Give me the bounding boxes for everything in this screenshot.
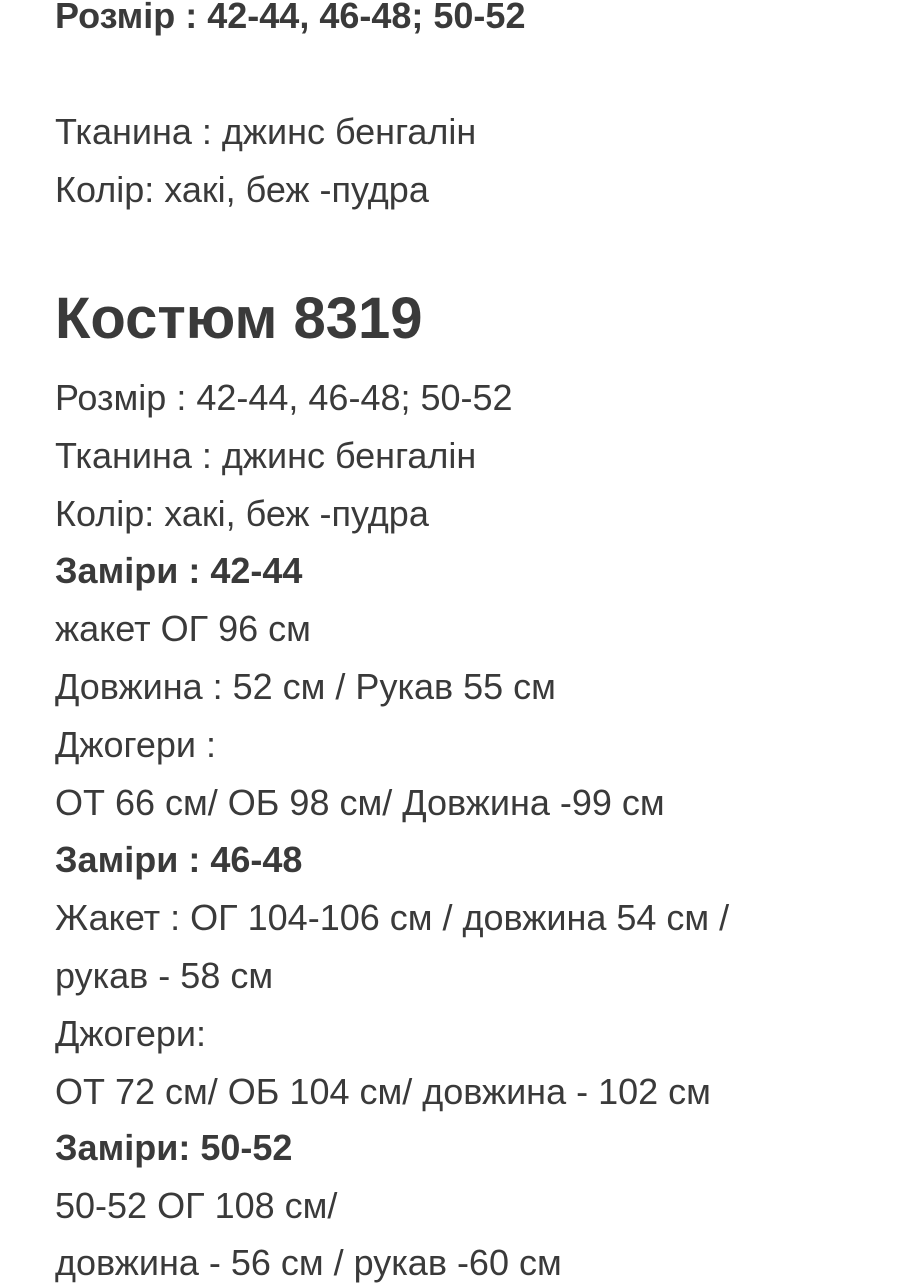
size-line-top: Розмір : 42-44, 46-48; 50-52	[55, 0, 526, 36]
color-line: Колір: хакі, беж -пудра	[55, 493, 429, 534]
measurement-line: ОТ 72 см/ ОБ 104 см/ довжина - 102 см	[55, 1071, 711, 1112]
measurement-line: ОТ 66 см/ ОБ 98 см/ Довжина -99 см	[55, 782, 665, 823]
measurement-line: Довжина : 52 см / Рукав 55 см	[55, 666, 556, 707]
measurement-line: Джогери:	[55, 1013, 206, 1054]
measurement-line: 50-52 ОГ 108 см/	[55, 1185, 338, 1226]
measurement-line: рукав - 58 см	[55, 955, 274, 996]
measurement-line: Жакет : ОГ 104-106 см / довжина 54 см /	[55, 897, 730, 938]
measurement-line: довжина - 56 см / рукав -60 см	[55, 1242, 562, 1283]
size-line: Розмір : 42-44, 46-48; 50-52	[55, 377, 513, 418]
measurements-heading-50-52: Заміри: 50-52	[55, 1127, 293, 1168]
product-title: Костюм 8319	[55, 286, 423, 351]
fabric-line-top: Тканина : джинс бенгалін	[55, 111, 477, 152]
color-line-top: Колір: хакі, беж -пудра	[55, 169, 429, 210]
measurements-heading-42-44: Заміри : 42-44	[55, 550, 303, 591]
measurements-heading-46-48: Заміри : 46-48	[55, 839, 303, 880]
measurement-line: жакет ОГ 96 см	[55, 608, 311, 649]
fabric-line: Тканина : джинс бенгалін	[55, 435, 477, 476]
measurement-line: Джогери :	[55, 724, 216, 765]
